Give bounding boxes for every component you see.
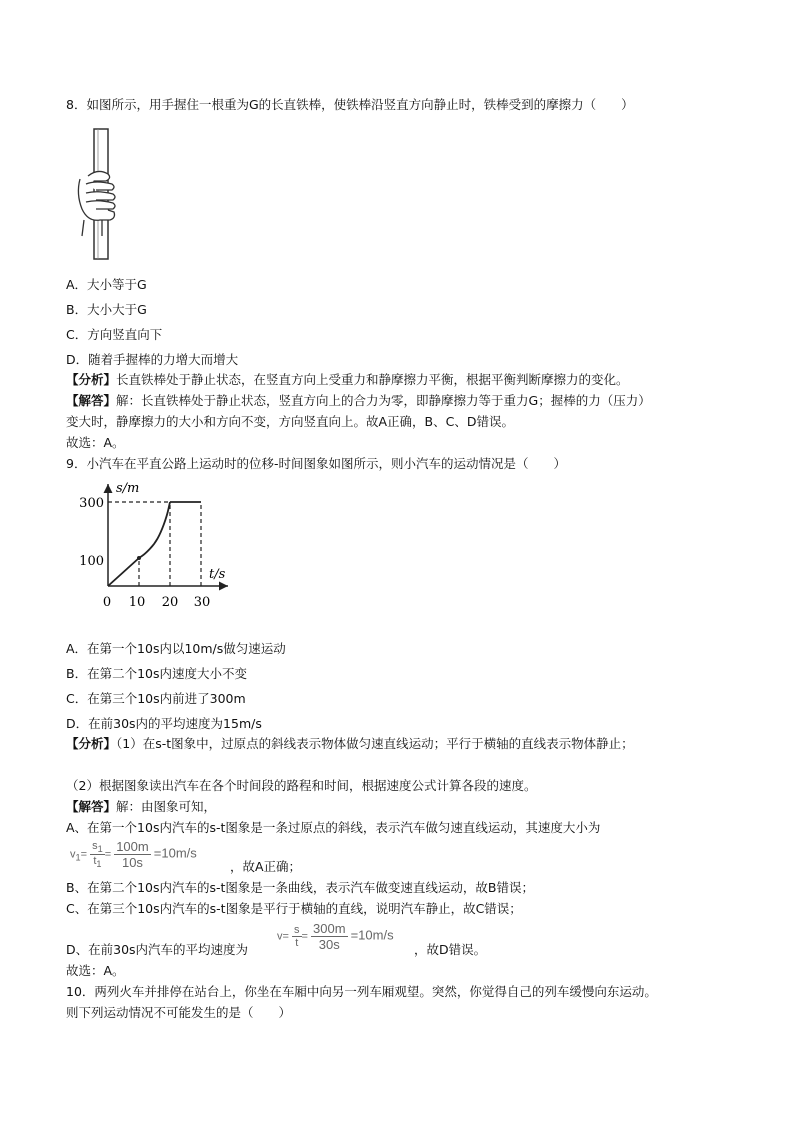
q9-option-b: B．在第二个10s内速度大小不变 [66, 666, 247, 681]
y-tick-label-300: 300 [79, 496, 104, 511]
q9-choice: 故选：A。 [66, 963, 125, 978]
q9-answer-d-head: D、在前30s内汽车的平均速度为 [66, 942, 249, 957]
q9-option-c: C．在第三个10s内前进了300m [66, 691, 246, 706]
q8-answer-text-2: 变大时，静摩擦力的大小和方向不变，方向竖直向上。故A正确，B、C、D错误。 [66, 414, 514, 429]
q9-answer-intro: 解：由图象可知， [116, 799, 217, 814]
data-point-10-100 [137, 556, 141, 560]
q9-analysis-tag: 【分析】 [66, 736, 117, 751]
q8-choice: 故选：A。 [66, 435, 125, 450]
x-tick-label-0: 0 [102, 595, 112, 610]
x-tick-label-30: 30 [193, 595, 211, 610]
q9-option-a: A．在第一个10s内以10m/s做匀速运动 [66, 641, 286, 656]
q10-stem-1: 10．两列火车并排停在站台上，你坐在车厢中向另一列车厢观望。突然，你觉得自己的列车缓慢向东运动。 [66, 984, 657, 999]
q8-analysis-text: 长直铁棒处于静止状态，在竖直方向上受重力和静摩擦力平衡，根据平衡判断摩擦力的变化。 [116, 372, 629, 387]
q8-option-a: A．大小等于G [66, 277, 147, 292]
q8-option-b: B．大小大于G [66, 302, 147, 317]
q8-analysis [66, 372, 629, 388]
q9-answer-d-tail: ，故D错误。 [414, 942, 487, 957]
y-axis-label: s/m [116, 481, 140, 496]
y-tick-label-100: 100 [79, 554, 104, 569]
q8-analysis-tag: 【分析】 [66, 372, 117, 387]
x-tick-label-10: 10 [128, 595, 146, 610]
q9-answer-c: C、在第三个10s内汽车的s-t图象是平行于横轴的直线，说明汽车静止，故C错误； [66, 901, 522, 916]
q9-stem: 9．小汽车在平直公路上运动时的位移-时间图象如图所示，则小汽车的运动情况是（ ） [66, 456, 566, 471]
series-line-segment-1 [108, 558, 139, 586]
q8-stem: 8．如图所示，用手握住一根重为G的长直铁棒，使铁棒沿竖直方向静止时，铁棒受到的摩擦力（ ） [66, 97, 634, 112]
q9-answer-a-tail: ，故A正确； [230, 859, 302, 874]
q9-analysis-text-2: （2）根据图象读出汽车在各个时间段的路程和时间，根据速度公式计算各段的速度。 [66, 778, 537, 793]
hand-holding-rod-figure [72, 124, 132, 264]
q8-option-c: C．方向竖直向下 [66, 327, 163, 342]
q8-option-d: D．随着手握棒的力增大而增大 [66, 352, 239, 367]
series-line-segment-2 [139, 502, 170, 558]
q9-answer-tag: 【解答】 [66, 799, 117, 814]
q9-analysis [66, 736, 634, 752]
q10-stem-2: 则下列运动情况不可能发生的是（ ） [66, 1005, 292, 1020]
q9-answer [66, 799, 216, 815]
displacement-time-chart [78, 478, 238, 618]
formula-v1: $v_1=$ $\frac{s_1}{t_1}$ = $\frac{100m}{10s}$ =10m/s [70, 839, 197, 870]
q9-analysis-text-1: （1）在s-t图象中，过原点的斜线表示物体做匀速直线运动；平行于横轴的直线表示物体静止； [116, 736, 634, 751]
q8-answer [66, 393, 651, 409]
x-axis-label: t/s [209, 567, 226, 582]
q8-answer-tag: 【解答】 [66, 393, 117, 408]
q9-answer-b: B、在第二个10s内汽车的s-t图象是一条曲线，表示汽车做变速直线运动，故B错误； [66, 880, 534, 895]
q8-answer-text-1: 解：长直铁棒处于静止状态，竖直方向上的合力为零，即静摩擦力等于重力G；握棒的力（压力） [116, 393, 651, 408]
q9-answer-a: A、在第一个10s内汽车的s-t图象是一条过原点的斜线，表示汽车做匀速直线运动，其速度大小为 [66, 820, 601, 835]
formula-v-average: v= $\frac{s}{t}$ = $\frac{300m}{30s}$ =10m/s [277, 921, 394, 952]
x-tick-label-20: 20 [161, 595, 179, 610]
q9-option-d: D．在前30s内的平均速度为15m/s [66, 716, 262, 731]
